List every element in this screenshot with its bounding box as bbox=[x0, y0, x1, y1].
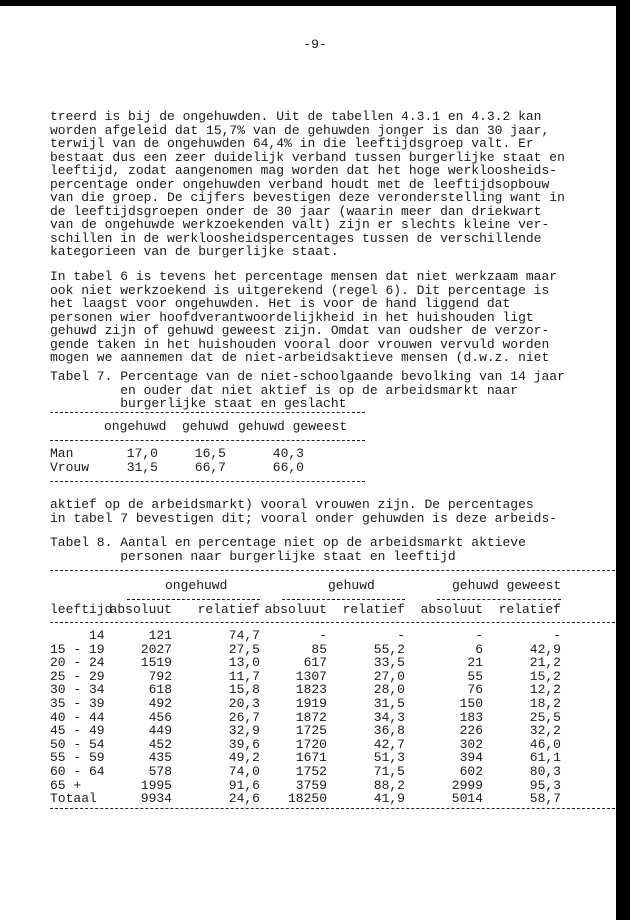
table8-group-ongehuwd: ongehuwd bbox=[165, 578, 228, 593]
table8-row bbox=[0, 779, 630, 793]
table8-caption bbox=[50, 536, 526, 563]
table8-cell: 32,9 bbox=[228, 723, 260, 739]
table7-rule-top bbox=[50, 412, 365, 413]
table8-cell: 1725 bbox=[295, 723, 327, 739]
paragraph-3-line: in tabel 7 bevestigen dit; vooral onder gehuwden is deze arbeids- bbox=[50, 510, 558, 526]
table8-cell: 15,8 bbox=[228, 682, 260, 698]
table8-age-label: 55 - 59 bbox=[50, 750, 105, 766]
table8-row bbox=[0, 683, 630, 697]
table8-cell: 33,5 bbox=[373, 655, 405, 671]
table8-cell: 226 bbox=[459, 723, 483, 739]
table8-cell: - bbox=[397, 628, 405, 643]
table7-row-label: Vrouw bbox=[50, 459, 90, 475]
table8-group-rule-2 bbox=[282, 599, 405, 600]
table8-cell: 1671 bbox=[295, 750, 327, 766]
table8-caption-line: Tabel 8. Aantal en percentage niet op de arbeidsmarkt aktieve bbox=[50, 535, 526, 550]
table8-cell: 51,3 bbox=[373, 750, 405, 766]
table7-caption-line: en ouder dat niet aktief is op de arbeidsmarkt naar bbox=[50, 382, 519, 398]
table8-row bbox=[0, 765, 630, 779]
table8-group-gehuwd-geweest: gehuwd geweest bbox=[452, 578, 562, 593]
table8-cell: 456 bbox=[148, 709, 172, 725]
table8-col-header: relatief bbox=[342, 602, 405, 617]
table8-cell: - bbox=[475, 628, 483, 643]
table8-row bbox=[0, 629, 630, 643]
table7-row-label: Man bbox=[50, 446, 74, 461]
paragraph-1 bbox=[50, 110, 565, 259]
paragraph-1-line: schillen in de werkloosheidspercentages tussen de verschillende bbox=[50, 230, 542, 246]
table8-col-header: absoluut bbox=[420, 602, 483, 617]
table8-cell: 183 bbox=[459, 709, 483, 725]
table8-cell: 95,3 bbox=[529, 777, 561, 793]
paragraph-3 bbox=[50, 498, 557, 525]
table8-cell: - bbox=[553, 628, 561, 643]
table8-cell: 88,2 bbox=[373, 777, 405, 793]
paragraph-1-line: van die groep. De cijfers bevestigen deze veronderstelling want in bbox=[50, 190, 565, 205]
table8-cell: 15,2 bbox=[529, 668, 561, 684]
paragraph-2-line: In tabel 6 is tevens het percentage mensen dat niet werkzaam maar bbox=[50, 269, 558, 284]
table7-rule-bottom bbox=[50, 481, 365, 482]
table8-cell: 578 bbox=[148, 764, 172, 779]
table8-cell: 618 bbox=[148, 682, 172, 698]
table8-col-header: absoluut bbox=[264, 602, 327, 617]
table8-cell: 452 bbox=[148, 736, 172, 752]
table7-row bbox=[0, 447, 630, 461]
table8-cell: 20,3 bbox=[228, 696, 260, 711]
table8-cell: 41,9 bbox=[373, 791, 405, 807]
table8-cell: 27,0 bbox=[373, 668, 405, 684]
table8-age-label: 25 - 29 bbox=[50, 668, 105, 684]
table8-age-label: Totaal bbox=[50, 791, 97, 807]
table8-group-rule-3 bbox=[437, 599, 561, 600]
table8-cell: 12,2 bbox=[529, 682, 561, 698]
paragraph-1-line: van de ongehuwde werkzoekenden valt) zijn er slechts kleine ver- bbox=[50, 217, 550, 232]
paragraph-2-line: gende taken in het huishouden vooral door vrouwen vervuld worden bbox=[50, 336, 550, 352]
paragraph-2-line: personen wier hoofdverantwoordelijkheid in het huishouden ligt bbox=[50, 309, 534, 325]
table7-cell: 16,5 bbox=[194, 446, 226, 461]
table8-cell: 61,1 bbox=[529, 750, 561, 766]
table8-cell: 5014 bbox=[451, 791, 483, 807]
table8-cell: 1995 bbox=[140, 777, 172, 793]
table8-cell: 74,0 bbox=[228, 764, 260, 779]
scan-border-top bbox=[0, 0, 630, 6]
table7-header-ongehuwd: ongehuwd bbox=[104, 419, 167, 434]
table8-cell: 76 bbox=[467, 682, 483, 698]
paragraph-2-line: ook niet werkzoekend is uitgerekend (regel 6). Dit percentage is bbox=[50, 282, 550, 298]
table8-cell: 34,3 bbox=[373, 709, 405, 725]
table8-age-label: 50 - 54 bbox=[50, 736, 105, 752]
table7-row bbox=[0, 461, 630, 475]
table7-header-gehuwd-geweest: gehuwd geweest bbox=[238, 419, 348, 434]
table8-cell: 85 bbox=[311, 641, 327, 657]
table8-row bbox=[0, 656, 630, 670]
table8-age-label: 40 - 44 bbox=[50, 709, 105, 725]
table8-cell: 2999 bbox=[451, 777, 483, 793]
table8-rule-bottom bbox=[50, 808, 615, 809]
paragraph-3-line: aktief op de arbeidsmarkt) vooral vrouwen zijn. De percentages bbox=[50, 497, 534, 512]
table8-age-label: 35 - 39 bbox=[50, 696, 105, 711]
table8-age-label: 14 bbox=[50, 628, 105, 643]
table8-cell: 3759 bbox=[295, 777, 327, 793]
table8-col-header: absoluut bbox=[109, 602, 172, 617]
table8-cell: 39,6 bbox=[228, 736, 260, 752]
table7-cell: 17,0 bbox=[126, 446, 158, 461]
paragraph-1-line: percentage onder ongehuwden verband houdt met de leeftijdsopbouw bbox=[50, 176, 550, 192]
paragraph-1-line: kategorieen van de burgerlijke staat. bbox=[50, 244, 339, 259]
table8-caption-line: personen naar burgerlijke staat en leeftijd bbox=[50, 548, 456, 564]
table8-row bbox=[0, 711, 630, 725]
table8-row bbox=[0, 724, 630, 738]
table8-cell: 80,3 bbox=[529, 764, 561, 779]
table8-col-leeftijd: leeftijd bbox=[50, 602, 113, 617]
table8-cell: 602 bbox=[459, 764, 483, 779]
table8-cell: 31,5 bbox=[373, 696, 405, 711]
table8-cell: 449 bbox=[148, 723, 172, 739]
table8-cell: 21,2 bbox=[529, 655, 561, 671]
table8-age-label: 60 - 64 bbox=[50, 764, 105, 779]
table8-cell: 42,9 bbox=[529, 641, 561, 657]
table7-rule-mid bbox=[50, 440, 365, 441]
table7-cell: 66,0 bbox=[272, 459, 304, 475]
table7-header-row bbox=[0, 420, 630, 434]
table8-cell: 32,2 bbox=[529, 723, 561, 739]
table8-cell: 27,5 bbox=[228, 641, 260, 657]
table8-cell: 6 bbox=[475, 641, 483, 657]
table8-cell: 13,0 bbox=[228, 655, 260, 671]
paragraph-2-line: gehuwd zijn of gehuwd geweest zijn. Omdat van oudsher de verzor- bbox=[50, 323, 550, 338]
table8-cell: 21 bbox=[467, 655, 483, 671]
table8-cell: 394 bbox=[459, 750, 483, 766]
table8-cell: 1919 bbox=[295, 696, 327, 711]
table7-cell: 66,7 bbox=[194, 459, 226, 475]
table8-cell: 792 bbox=[148, 668, 172, 684]
table8-rule-mid bbox=[50, 622, 615, 623]
table8-cell: 24,6 bbox=[228, 791, 260, 807]
table8-cell: 49,2 bbox=[228, 750, 260, 766]
table8-cell: 1823 bbox=[295, 682, 327, 698]
table8-cell: 26,7 bbox=[228, 709, 260, 725]
table8-cell: 42,7 bbox=[373, 736, 405, 752]
table8-cell: 74,7 bbox=[228, 628, 260, 643]
table7-cell: 31,5 bbox=[126, 459, 158, 475]
table8-age-label: 45 - 49 bbox=[50, 723, 105, 739]
table8-row bbox=[0, 643, 630, 657]
table8-row bbox=[0, 697, 630, 711]
table8-cell: 36,8 bbox=[373, 723, 405, 739]
table7-caption-line: burgerlijke staat en geslacht bbox=[50, 396, 347, 411]
table8-cell: 150 bbox=[459, 696, 483, 711]
table8-col-header: relatief bbox=[197, 602, 260, 617]
table8-cell: 25,5 bbox=[529, 709, 561, 725]
table8-rule-top bbox=[50, 570, 615, 571]
paragraph-2-line: mogen we aannemen dat de niet-arbeidsaktieve mensen (d.w.z. niet bbox=[50, 350, 550, 365]
table8-cell: 9934 bbox=[140, 791, 172, 807]
table8-header-row bbox=[0, 603, 630, 617]
table8-group-row bbox=[0, 579, 630, 593]
table8-age-label: 15 - 19 bbox=[50, 641, 105, 657]
table8-cell: 1307 bbox=[295, 668, 327, 684]
paragraph-2 bbox=[50, 270, 557, 365]
table8-row bbox=[0, 670, 630, 684]
table8-cell: 55,2 bbox=[373, 641, 405, 657]
table8-cell: 1752 bbox=[295, 764, 327, 779]
table8-cell: 11,7 bbox=[228, 668, 260, 684]
table7-caption bbox=[50, 370, 565, 411]
table8-cell: 1519 bbox=[140, 655, 172, 671]
table8-cell: 302 bbox=[459, 736, 483, 752]
table8-group-rule-1 bbox=[127, 599, 260, 600]
table8-cell: 71,5 bbox=[373, 764, 405, 779]
table8-cell: 91,6 bbox=[228, 777, 260, 793]
table7-caption-line: Tabel 7. Percentage van de niet-schoolgaande bevolking van 14 jaar bbox=[50, 369, 565, 384]
table8-row bbox=[0, 792, 630, 806]
table8-cell: 1872 bbox=[295, 709, 327, 725]
paragraph-2-line: het laagst voor ongehuwden. Het is voor de hand liggend dat bbox=[50, 296, 511, 311]
table7-header-gehuwd: gehuwd bbox=[182, 419, 229, 434]
table8-row bbox=[0, 738, 630, 752]
table8-cell: 58,7 bbox=[529, 791, 561, 807]
table8-cell: 18,2 bbox=[529, 696, 561, 711]
table8-row bbox=[0, 751, 630, 765]
table8-group-gehuwd: gehuwd bbox=[328, 578, 375, 593]
table8-cell: 28,0 bbox=[373, 682, 405, 698]
paragraph-1-line: leeftijd, zodat aangenomen mag worden dat het hoge werkloosheids- bbox=[50, 163, 558, 178]
table8-cell: 1720 bbox=[295, 736, 327, 752]
table7-cell: 40,3 bbox=[272, 446, 304, 461]
paragraph-1-line: bestaat dus een zeer duidelijk verband tussen burgerlijke staat en bbox=[50, 149, 565, 165]
paragraph-1-line: treerd is bij de ongehuwden. Uit de tabellen 4.3.1 en 4.3.2 kan bbox=[50, 109, 542, 124]
page-number: -9- bbox=[303, 37, 327, 52]
table8-col-header: relatief bbox=[498, 602, 561, 617]
table8-cell: 435 bbox=[148, 750, 172, 766]
paragraph-1-line: terwijl van de ongehuwden 64,4% in die leeftijdsgroep valt. Er bbox=[50, 136, 534, 151]
table8-cell: 617 bbox=[303, 655, 327, 671]
paragraph-1-line: worden afgeleid dat 15,7% van de gehuwden jonger is dan 30 jaar, bbox=[50, 122, 550, 138]
table8-cell: 2027 bbox=[140, 641, 172, 657]
table8-cell: 46,0 bbox=[529, 736, 561, 752]
table8-age-label: 30 - 34 bbox=[50, 682, 105, 698]
table8-cell: - bbox=[319, 628, 327, 643]
table8-cell: 18250 bbox=[287, 791, 327, 807]
table8-age-label: 20 - 24 bbox=[50, 655, 105, 671]
table8-cell: 55 bbox=[467, 668, 483, 684]
table8-age-label: 65 + bbox=[50, 777, 82, 793]
table8-cell: 492 bbox=[148, 696, 172, 711]
table8-cell: 121 bbox=[148, 628, 172, 643]
paragraph-1-line: de leeftijdsgroepen onder de 30 jaar (waarin meer dan driekwart bbox=[50, 203, 542, 219]
